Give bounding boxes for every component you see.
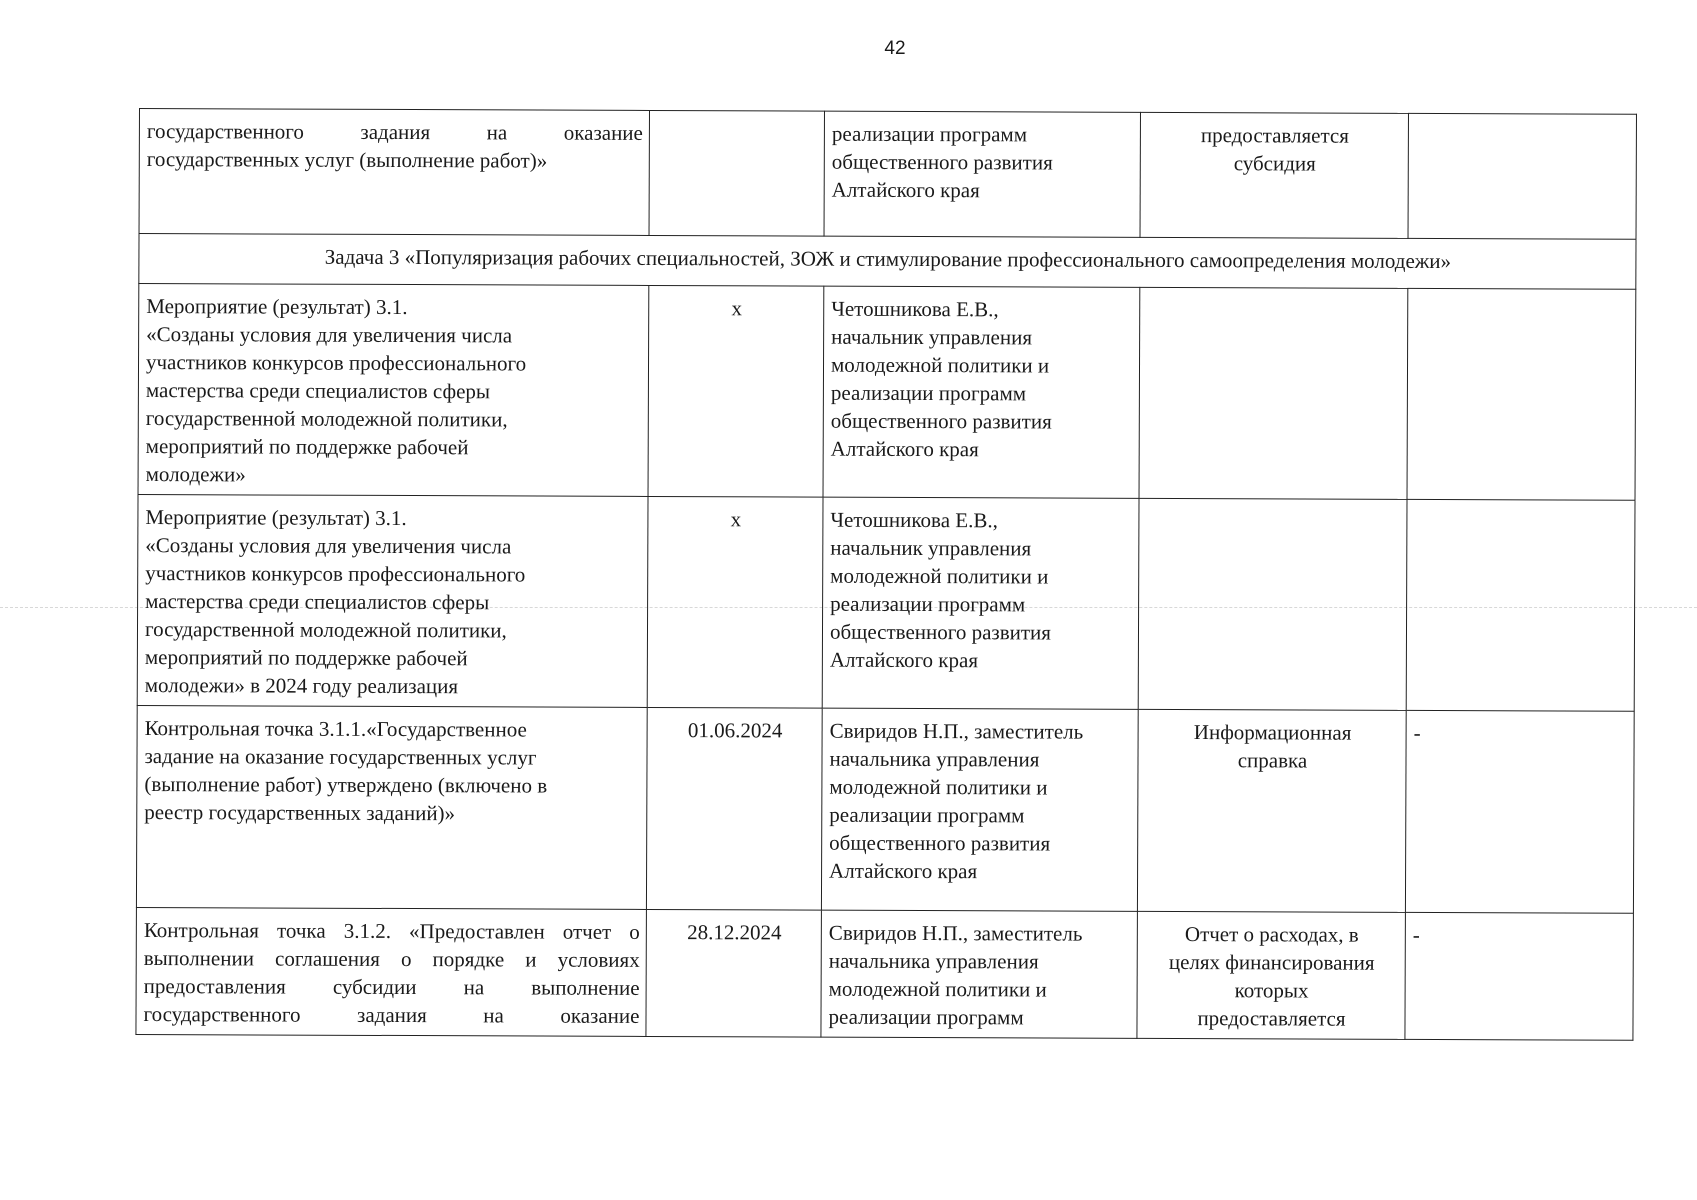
page-number: 42 <box>884 38 906 59</box>
event-name-cell <box>139 109 649 236</box>
deadline-cell <box>649 110 824 236</box>
event-name-line: государственного задания на оказание <box>146 119 643 145</box>
note-cell <box>1406 499 1635 711</box>
event-name-line: Контрольная точка 3.1.2. «Предоставлен отчет о <box>143 918 640 944</box>
responsible-cell: Свиридов Н.П., заместитель начальника управления молодежной политики и реализации программ общественного развития Алтайского края <box>821 708 1138 911</box>
event-name-cell: Мероприятие (результат) 3.1. «Созданы условия для увеличения числа участников конкурсов профессионального мастерства среди специалистов сферы государственной молодежной политики, мероприятий по поддержке рабочей молодежи» в 2024 году реализация <box>137 494 648 707</box>
table-row <box>136 907 1633 1040</box>
document-cell: Отчет о расходах, в целях финансирования которых предоставляется <box>1137 911 1405 1039</box>
document-cell: Информационная справка <box>1137 709 1406 912</box>
plan-table <box>135 108 1637 1041</box>
event-name-line: выполнении соглашения о порядке и условиях <box>143 946 640 972</box>
document-cell <box>1139 287 1408 499</box>
responsible-cell: Четошникова Е.В., начальник управления молодежной политики и реализации программ общественного развития Алтайского края <box>822 497 1139 709</box>
table-row <box>136 705 1634 913</box>
document-cell: предоставляется субсидия <box>1140 112 1408 238</box>
responsible-cell: Четошникова Е.В., начальник управления молодежной политики и реализации программ общественного развития Алтайского края <box>823 286 1140 498</box>
deadline-cell: 01.06.2024 <box>646 707 822 910</box>
event-name-cell <box>136 907 646 1036</box>
deadline-cell: х <box>648 285 824 497</box>
note-cell <box>1407 288 1636 500</box>
task-3-title: Задача 3 «Популяризация рабочих специальностей, ЗОЖ и стимулирование профессионального самоопределения молодежи» <box>139 234 1636 290</box>
event-name-line: государственного задания на оказание <box>143 1002 640 1028</box>
deadline-cell: 28.12.2024 <box>646 909 821 1037</box>
event-name-cell: Контрольная точка 3.1.1.«Государственное задание на оказание государственных услуг (выполнение работ) утверждено (включено в реестр государственных заданий)» <box>136 705 647 909</box>
document-cell <box>1138 498 1407 710</box>
responsible-cell: реализации программ общественного развития Алтайского края <box>824 111 1140 237</box>
table-row <box>139 109 1636 240</box>
table-row <box>137 494 1635 711</box>
event-name-cell: Мероприятие (результат) 3.1. «Созданы условия для увеличения числа участников конкурсов профессионального мастерства среди специалистов сферы государственной молодежной политики, мероприятий по поддержке рабочей молодежи» <box>138 284 649 497</box>
responsible-cell: Свиридов Н.П., заместитель начальника управления молодежной политики и реализации программ <box>821 910 1137 1038</box>
note-cell: - <box>1405 912 1633 1040</box>
event-name-line: предоставления субсидии на выполнение <box>143 974 640 1000</box>
event-name-line: государственных услуг (выполнение работ)» <box>146 147 548 173</box>
table-row <box>138 284 1636 501</box>
deadline-cell: х <box>647 496 823 708</box>
note-cell <box>1408 113 1636 239</box>
task-header-row <box>139 234 1636 290</box>
note-cell: - <box>1405 710 1634 913</box>
